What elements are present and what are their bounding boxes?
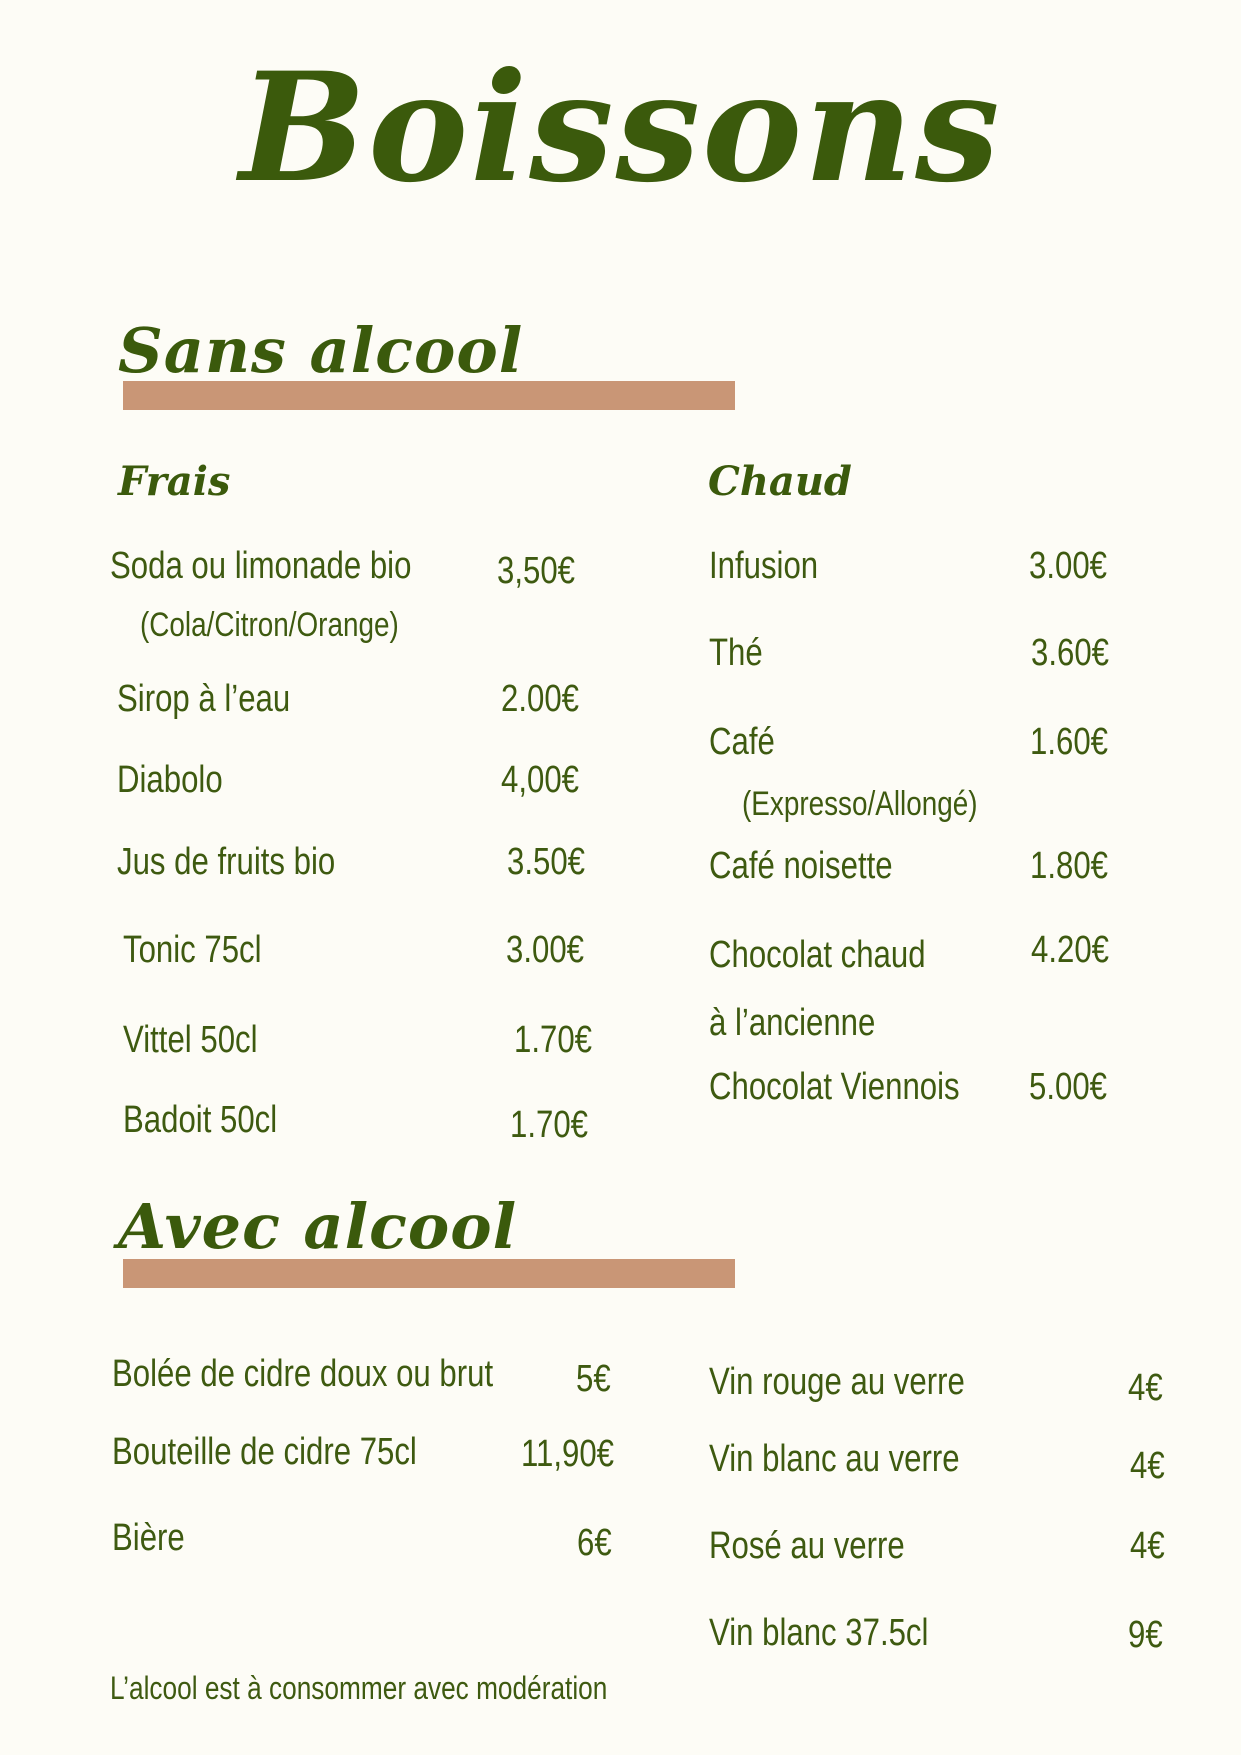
menu-item-price: 1.60€ <box>1030 721 1108 763</box>
menu-item-price: 5€ <box>576 1358 611 1400</box>
subsection-heading-chaud: Chaud <box>708 458 852 505</box>
menu-item-name: Thé <box>709 632 763 674</box>
menu-item-price: 9€ <box>1128 1614 1163 1656</box>
menu-item-price: 4€ <box>1128 1367 1163 1409</box>
menu-item-name: Infusion <box>709 545 819 587</box>
menu-item-note: (Cola/Citron/Orange) <box>140 606 399 644</box>
menu-item-name: Bolée de cidre doux ou brut <box>112 1353 494 1395</box>
menu-item-name: Badoit 50cl <box>123 1099 278 1141</box>
menu-item-price: 4€ <box>1130 1525 1165 1567</box>
menu-item-price: 5.00€ <box>1029 1066 1107 1108</box>
menu-item-price: 3.50€ <box>507 841 585 883</box>
menu-item-name: Vin rouge au verre <box>709 1361 965 1403</box>
menu-item-name-continued: à l’ancienne <box>709 1002 876 1044</box>
menu-item-name: Bière <box>112 1517 185 1559</box>
menu-item-name: Jus de fruits bio <box>117 841 336 883</box>
menu-item-name: Café noisette <box>709 845 893 887</box>
menu-item-name: Soda ou limonade bio <box>110 545 412 587</box>
menu-item-name: Vin blanc 37.5cl <box>709 1612 929 1654</box>
menu-item-price: 1.70€ <box>514 1019 592 1061</box>
menu-item-name: Vin blanc au verre <box>709 1438 960 1480</box>
menu-item-name: Sirop à l’eau <box>117 678 291 720</box>
menu-item-name: Vittel 50cl <box>123 1019 258 1061</box>
menu-item-name: Chocolat Viennois <box>709 1066 960 1108</box>
menu-item-price: 4,00€ <box>501 759 579 801</box>
menu-item-price: 4€ <box>1130 1445 1165 1487</box>
page-title: Boissons <box>239 40 1002 216</box>
menu-item-price: 1.70€ <box>510 1104 588 1146</box>
menu-item-price: 11,90€ <box>521 1433 614 1475</box>
menu-item-price: 3.00€ <box>506 929 584 971</box>
avec-alcool-underline <box>123 1259 735 1288</box>
menu-item-name: Rosé au verre <box>709 1525 905 1567</box>
menu-item-name: Chocolat chaud <box>709 934 926 976</box>
menu-item-note: (Expresso/Allongé) <box>742 785 978 823</box>
menu-item-price: 1.80€ <box>1030 845 1108 887</box>
subsection-heading-frais: Frais <box>118 458 231 505</box>
menu-item-price: 3,50€ <box>497 550 575 592</box>
section-heading-avec-alcool: Avec alcool <box>118 1190 518 1263</box>
menu-item-name: Bouteille de cidre 75cl <box>112 1431 417 1473</box>
menu-item-name: Tonic 75cl <box>123 929 262 971</box>
menu-item-price: 2.00€ <box>501 678 579 720</box>
menu-item-name: Diabolo <box>117 759 223 801</box>
menu-item-price: 4.20€ <box>1031 929 1109 971</box>
menu-item-name: Café <box>709 721 775 763</box>
moderation-notice: L’alcool est à consommer avec modération <box>110 1670 608 1706</box>
section-heading-sans-alcool: Sans alcool <box>118 314 524 387</box>
menu-item-price: 3.00€ <box>1029 545 1107 587</box>
menu-item-price: 3.60€ <box>1031 632 1109 674</box>
menu-item-price: 6€ <box>577 1522 612 1564</box>
